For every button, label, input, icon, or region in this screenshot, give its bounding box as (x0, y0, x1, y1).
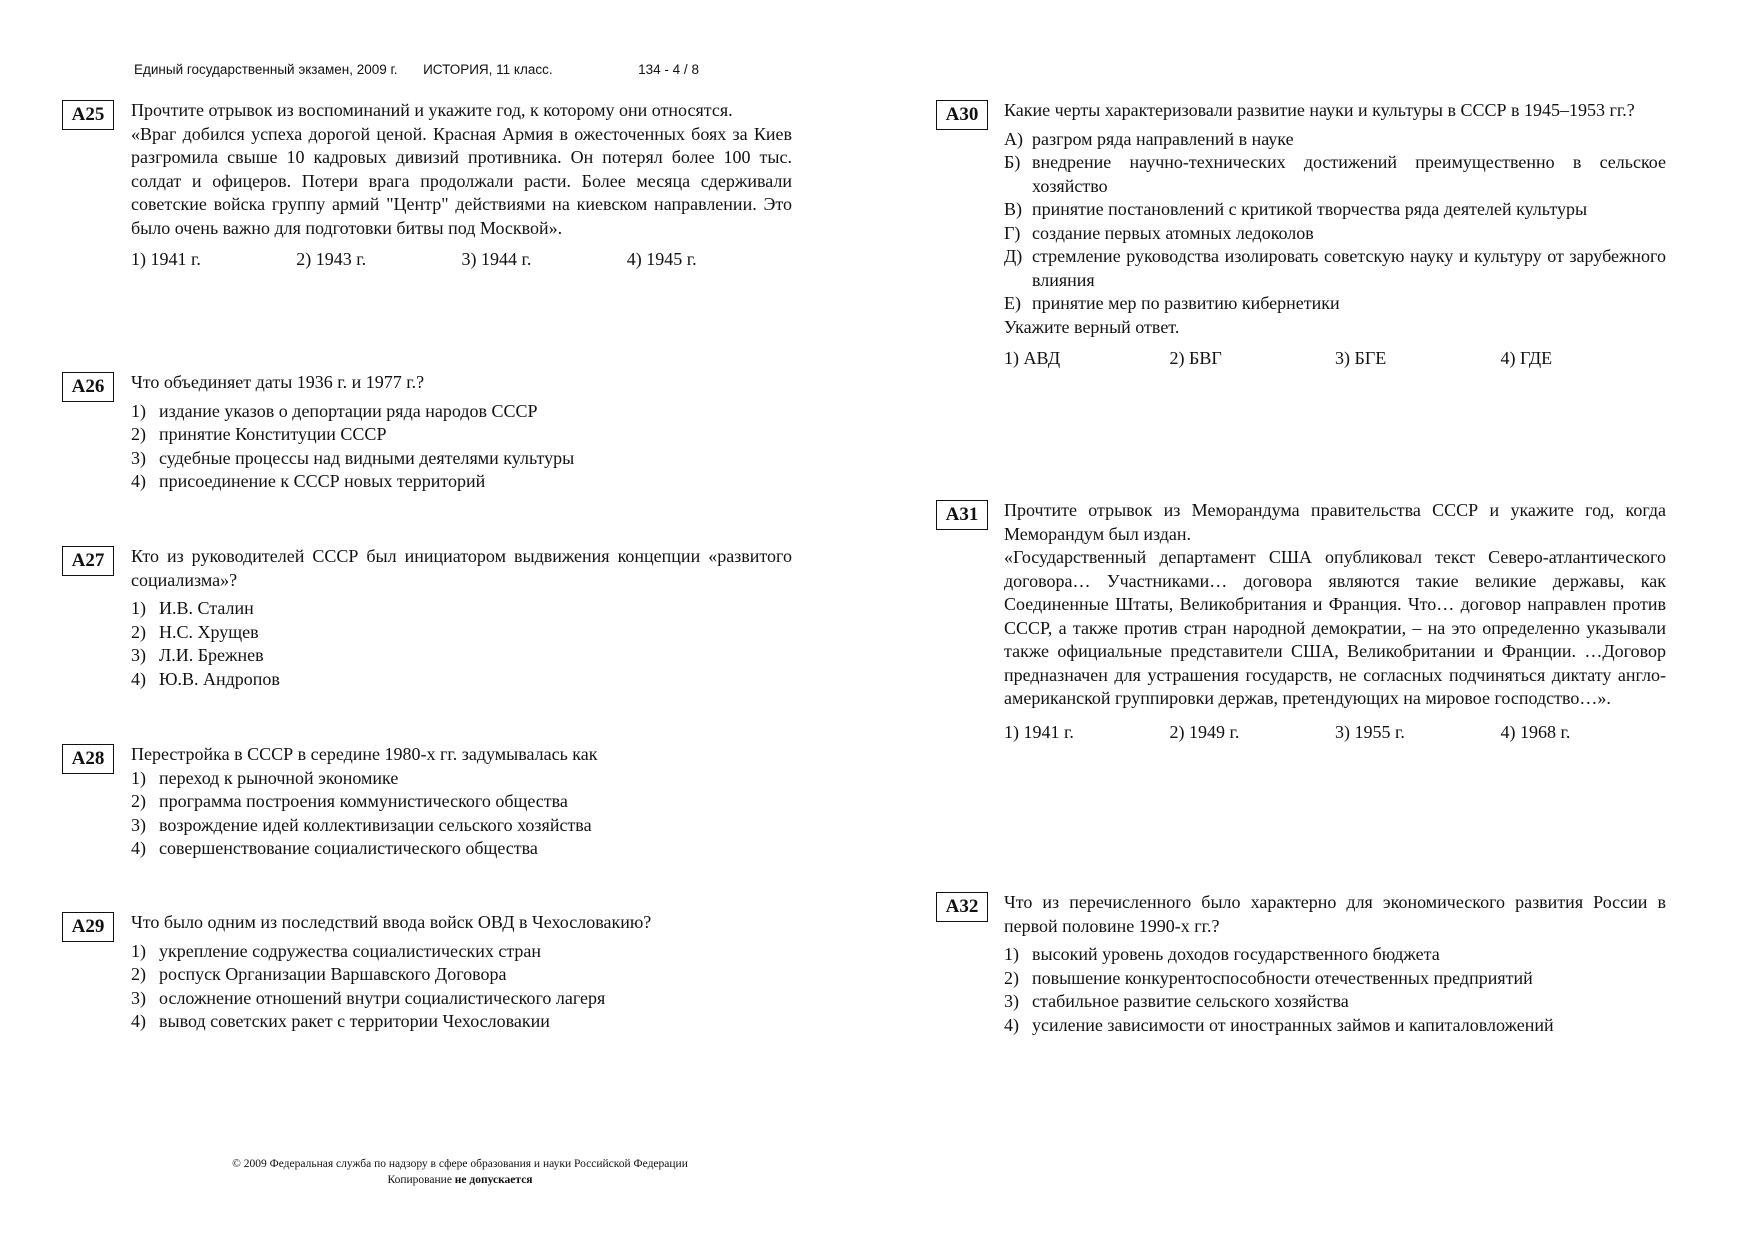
item-text: разгром ряда направлений в науке (1032, 128, 1294, 149)
option-text: И.В. Сталин (159, 598, 254, 618)
answer-option[interactable] (131, 400, 792, 424)
answer-option[interactable] (131, 597, 792, 621)
answer-option[interactable]: 2) 1949 г. (1169, 721, 1240, 742)
answer-option[interactable] (131, 814, 792, 838)
answer-option[interactable] (131, 963, 792, 987)
option-number: 3) (131, 987, 146, 1008)
option-number: 1) (131, 940, 146, 961)
answer-option[interactable] (131, 767, 792, 791)
answer-options (131, 940, 792, 1034)
item-letter: Г) (1004, 222, 1021, 243)
question-body (131, 545, 792, 691)
answer-option[interactable]: 1) 1941 г. (1004, 721, 1074, 742)
option-text: судебные процессы над видными деятелями культуры (159, 447, 575, 468)
answer-option[interactable] (131, 837, 792, 861)
copyright-line: © 2009 Федеральная служба по надзору в сфере образования и науки Российской Федерации (232, 1158, 688, 1170)
statement-item (1004, 151, 1666, 198)
question-number: A25 (62, 100, 114, 130)
answer-options (131, 248, 792, 272)
question-number: A26 (62, 372, 114, 402)
option-text: возрождение идей коллективизации сельского хозяйства (159, 814, 592, 835)
header-subject: ИСТОРИЯ, 11 класс. (423, 62, 553, 77)
answer-option[interactable]: 4) ГДЕ (1500, 348, 1553, 368)
question-quote: «Государственный департамент США опубликовал текст Северо-атлантического договора… Участниками… договора являются такие великие державы, как Соединенные Штаты, Великобритания и Франция. Что… договор направлен против СССР, а также против стран народной демократии, – на это определенно указывали также официальные представители США, Великобритании и Франции. …Договор предназначен для устрашения государств, не согласных подчиняться диктату англо-американской группировки держав, претендующих на мировое господство…». (1004, 547, 1666, 708)
option-text: переход к рыночной экономике (159, 767, 399, 788)
answer-option[interactable]: 2) 1943 г. (296, 249, 367, 269)
question-text: Что объединяет даты 1936 г. и 1977 г.? (131, 372, 425, 392)
option-text: Н.С. Хрущев (159, 621, 259, 642)
option-number: 2) (131, 424, 146, 444)
item-text: принятие постановлений с критикой творчества ряда деятелей культуры (1032, 199, 1588, 219)
option-number: 4) (131, 838, 146, 858)
question-number: A30 (936, 100, 988, 130)
question-text: Что было одним из последствий ввода войск ОВД в Чехословакию? (131, 912, 652, 932)
answer-options (1004, 721, 1666, 745)
question-text: Перестройка в СССР в середине 1980-х гг. задумывалась как (131, 744, 598, 764)
option-number: 2) (131, 621, 146, 642)
question-number: A28 (62, 744, 114, 774)
option-number: 3) (131, 645, 146, 665)
statement-item (1004, 245, 1666, 292)
answer-option[interactable]: 4) 1945 г. (626, 249, 697, 269)
header-page-number: 134 - 4 / 8 (638, 62, 699, 77)
question-body (131, 371, 792, 494)
option-number: 1) (1004, 944, 1019, 964)
option-text: программа построения коммунистического общества (159, 791, 568, 811)
question-body (1004, 99, 1666, 371)
option-text: повышение конкурентоспособности отечественных предприятий (1032, 967, 1533, 988)
option-text: Л.И. Брежнев (159, 645, 264, 665)
answer-options (131, 597, 792, 691)
question-body (131, 911, 792, 1034)
answer-options (1004, 347, 1666, 371)
answer-options (131, 400, 792, 494)
page-footer (196, 1156, 724, 1188)
option-number: 1) (131, 400, 146, 421)
option-text: издание указов о депортации ряда народов СССР (159, 400, 538, 421)
answer-option[interactable]: 2) БВГ (1169, 348, 1222, 368)
copy-restriction-bold: не допускается (454, 1174, 533, 1186)
answer-option[interactable] (131, 447, 792, 471)
question-text: Прочтите отрывок из Меморандума правительства СССР и укажите год, когда Меморандум был издан. (1004, 500, 1666, 544)
option-text: принятие Конституции СССР (159, 424, 387, 444)
option-number: 4) (131, 1011, 146, 1031)
option-text: стабильное развитие сельского хозяйства (1032, 991, 1349, 1011)
answer-option[interactable] (131, 1010, 792, 1034)
answer-option[interactable] (131, 790, 792, 814)
header-exam: Единый государственный экзамен, 2009 г. (134, 62, 398, 77)
item-text: внедрение научно-технических достижений преимущественно в сельское хозяйство (1032, 152, 1666, 196)
item-text: стремление руководства изолировать советскую науку и культуру от зарубежного влияния (1032, 246, 1666, 290)
option-number: 4) (1004, 1014, 1019, 1035)
option-text: укрепление содружества социалистических стран (159, 940, 542, 961)
item-letter: А) (1004, 128, 1023, 149)
question-body (131, 99, 792, 272)
question-text: Прочтите отрывок из воспоминаний и укажите год, к которому они относятся. (131, 100, 733, 120)
item-letter: Д) (1004, 246, 1023, 266)
question-text: Какие черты характеризовали развитие науки и культуры в СССР в 1945–1953 гг.? (1004, 100, 1635, 120)
answer-option[interactable]: 3) БГЕ (1335, 348, 1387, 368)
item-letter: Е) (1004, 293, 1021, 313)
answer-option[interactable] (131, 621, 792, 645)
statement-item (1004, 128, 1666, 152)
option-text: совершенствование социалистического общества (159, 838, 538, 858)
item-letter: Б) (1004, 152, 1021, 172)
answer-option[interactable] (131, 423, 792, 447)
answer-option[interactable] (131, 470, 792, 494)
item-text: принятие мер по развитию кибернетики (1032, 293, 1340, 313)
option-number: 3) (1004, 991, 1019, 1011)
option-number: 3) (131, 814, 146, 835)
question-number: A27 (62, 546, 114, 576)
answer-option[interactable] (1004, 943, 1666, 967)
answer-option[interactable] (131, 940, 792, 964)
copy-restriction (196, 1172, 724, 1188)
answer-option[interactable]: 1) АВД (1004, 348, 1061, 368)
answer-option[interactable]: 3) 1944 г. (461, 249, 532, 269)
item-letter: В) (1004, 199, 1022, 219)
statement-item (1004, 198, 1666, 222)
option-number: 3) (131, 447, 146, 468)
answer-option[interactable]: 3) 1955 г. (1335, 721, 1405, 742)
answer-option[interactable] (1004, 990, 1666, 1014)
answer-option[interactable]: 4) 1968 г. (1500, 721, 1571, 742)
option-number: 2) (1004, 967, 1019, 988)
answer-options (1004, 943, 1666, 1037)
option-text: усиление зависимости от иностранных займов и капиталовложений (1032, 1014, 1554, 1035)
question-text: Кто из руководителей СССР был инициатором выдвижения концепции «развитого социализма»? (131, 546, 792, 590)
question-quote: «Враг добился успеха дорогой ценой. Красная Армия в ожесточенных боях за Киев разгромила свыше 10 кадровых дивизий противника. Он потерял более 100 тыс. солдат и офицеров. Потери врага продолжали расти. Более месяца сдерживали советские войска группу армий "Центр" действиями на киевском направлении. Это было очень важно для подготовки битвы под Москвой». (131, 123, 792, 238)
answer-option[interactable] (1004, 967, 1666, 991)
question-body (1004, 499, 1666, 744)
statement-item (1004, 292, 1666, 316)
answer-option[interactable] (1004, 1014, 1666, 1038)
option-text: присоединение к СССР новых территорий (159, 471, 486, 491)
statement-item (1004, 222, 1666, 246)
question-body (1004, 891, 1666, 1037)
answer-option[interactable] (131, 987, 792, 1011)
statement-list (1004, 128, 1666, 316)
option-number: 2) (131, 964, 146, 984)
option-number: 1) (131, 598, 146, 618)
question-body (131, 743, 792, 861)
option-number: 2) (131, 791, 146, 811)
answer-option[interactable] (131, 644, 792, 668)
answer-prompt: Укажите верный ответ. (1004, 316, 1180, 337)
option-text: роспуск Организации Варшавского Договора (159, 964, 507, 984)
option-number: 4) (131, 471, 146, 491)
answer-option[interactable] (131, 668, 792, 692)
question-text: Что из перечисленного было характерно для экономического развития России в первой половине 1990-х гг.? (1004, 892, 1666, 936)
option-text: высокий уровень доходов государственного бюджета (1032, 944, 1440, 964)
copy-restriction-prefix: Копирование (387, 1174, 455, 1186)
item-text: создание первых атомных ледоколов (1032, 222, 1314, 243)
page-header (134, 62, 699, 77)
question-number: A31 (936, 500, 988, 530)
question-number: A29 (62, 912, 114, 942)
option-text: осложнение отношений внутри социалистического лагеря (159, 987, 606, 1008)
answer-option[interactable]: 1) 1941 г. (131, 249, 201, 269)
answer-options (131, 767, 792, 861)
option-text: вывод советских ракет с территории Чехословакии (159, 1011, 550, 1031)
option-number: 4) (131, 668, 146, 689)
option-number: 1) (131, 767, 146, 788)
option-text: Ю.В. Андропов (159, 668, 280, 689)
question-number: A32 (936, 892, 988, 922)
